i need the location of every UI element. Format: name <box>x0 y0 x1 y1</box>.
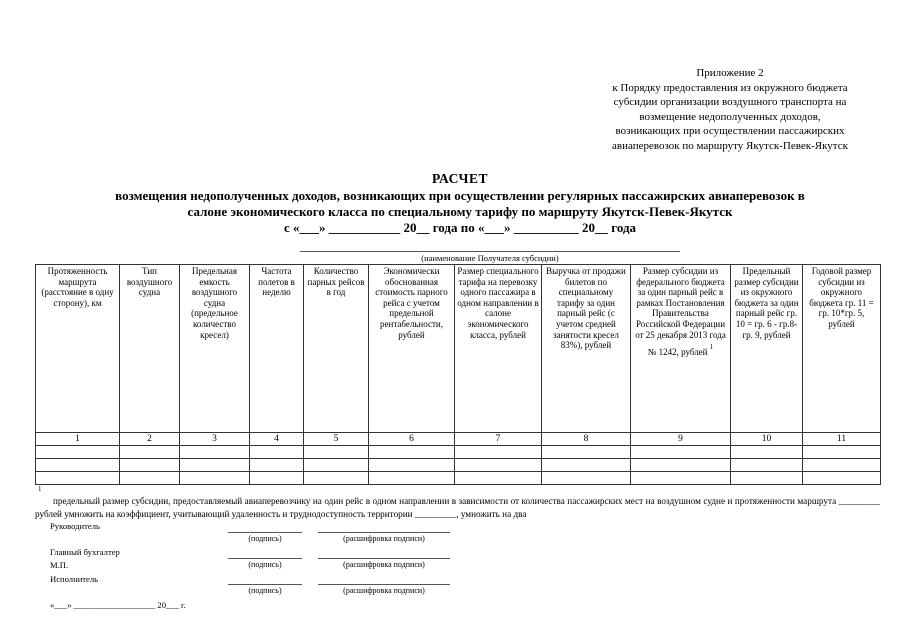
footnote-ref: 1 <box>709 343 714 352</box>
table-cell[interactable] <box>455 459 542 472</box>
table-cell[interactable] <box>250 459 304 472</box>
accountant-decoding-line[interactable] <box>318 558 450 559</box>
table-cell[interactable] <box>180 446 250 459</box>
date-line: «___» ___________________ 20___ г. <box>50 600 186 610</box>
header-cell: Тип воздушного судна <box>120 265 180 433</box>
title-line-2: салоне экономического класса по специальному тарифу по маршруту Якутск-Певек-Якутск <box>187 204 733 219</box>
table-cell[interactable] <box>36 472 120 485</box>
column-number: 3 <box>180 433 250 446</box>
header-cell: Частота полетов в неделю <box>250 265 304 433</box>
appendix-line: возникающих при осуществлении пассажирских <box>615 125 845 138</box>
column-number: 11 <box>803 433 881 446</box>
table-cell[interactable] <box>250 472 304 485</box>
header-cell: Экономически обоснованная стоимость парного рейса с учетом предельной рентабельности, рублей <box>369 265 455 433</box>
table-cell[interactable] <box>369 446 455 459</box>
table-cell[interactable] <box>631 459 731 472</box>
header-cell: Выручка от продажи билетов по специальному тарифу за один парный рейс (с учетом средней занятости кресел 83%), рублей <box>542 265 631 433</box>
column-number: 10 <box>731 433 803 446</box>
table-cell[interactable] <box>120 446 180 459</box>
stamp-label: М.П. <box>50 560 69 570</box>
header-cell-9 <box>631 265 731 433</box>
decoding-caption: (расшифровка подписи) <box>343 560 425 569</box>
appendix-line: к Порядку предоставления из окружного бюджета <box>612 81 848 94</box>
recipient-name-line <box>300 251 680 252</box>
table-cell[interactable] <box>803 446 881 459</box>
table-cell[interactable] <box>180 472 250 485</box>
column-number: 6 <box>369 433 455 446</box>
table-cell[interactable] <box>731 459 803 472</box>
title-heading: РАСЧЕТ <box>432 171 488 186</box>
executor-signature-line[interactable] <box>228 584 302 585</box>
table-cell[interactable] <box>455 446 542 459</box>
column-number-row <box>36 433 881 446</box>
table-cell[interactable] <box>455 472 542 485</box>
table-cell[interactable] <box>36 459 120 472</box>
column-number: 4 <box>250 433 304 446</box>
table-cell[interactable] <box>304 459 369 472</box>
column-number: 7 <box>455 433 542 446</box>
calculation-table <box>35 264 881 485</box>
table-cell[interactable] <box>731 446 803 459</box>
accountant-label: Главный бухгалтер <box>50 547 120 557</box>
table-cell[interactable] <box>803 459 881 472</box>
table-cell[interactable] <box>120 472 180 485</box>
footnote-mark: 1 <box>38 485 42 493</box>
table-row <box>36 472 881 485</box>
appendix-line: Приложение 2 <box>696 67 764 79</box>
header-cell-tail-text: № 1242, рублей <box>647 347 708 358</box>
signature-caption: (подпись) <box>248 534 282 543</box>
header-cell: Предельная емкость воздушного судна (предельное количество кресел) <box>180 265 250 433</box>
executor-decoding-line[interactable] <box>318 584 450 585</box>
table-cell[interactable] <box>542 472 631 485</box>
column-number: 5 <box>304 433 369 446</box>
appendix-line: субсидии организации воздушного транспорта на <box>613 96 847 109</box>
document-title <box>30 171 890 236</box>
appendix-line: возмещение недополученных доходов, <box>639 110 821 123</box>
column-number: 9 <box>631 433 731 446</box>
header-cell-tail <box>633 342 728 358</box>
table-cell[interactable] <box>304 472 369 485</box>
accountant-signature-line[interactable] <box>228 558 302 559</box>
signature-caption: (подпись) <box>248 586 282 595</box>
header-cell: Предельный размер субсидии из окружного бюджета за один парный рейс гр. 10 = гр. 6 - гр.8- гр. 9, рублей <box>731 265 803 433</box>
header-cell: Количество парных рейсов в год <box>304 265 369 433</box>
table-header-row <box>36 265 881 433</box>
table-row <box>36 446 881 459</box>
header-cell-text: Размер субсидии из федерального бюджета за один парный рейс в рамках Постановления Правительства Российской Федерации от 25 декабря 2013 года <box>635 266 726 340</box>
footnote-text: предельный размер субсидии, предоставляемый авиаперевозчику на один рейс в одном направлении в зависимости от количества пассажирских мест на воздушном судне и протяженности маршрута _________ рублей умножить на коэффициент, учитывающий удаленность и труднодоступность территории _________, умножить на два <box>35 496 880 519</box>
signature-caption: (подпись) <box>248 560 282 569</box>
table-cell[interactable] <box>369 472 455 485</box>
decoding-caption: (расшифровка подписи) <box>343 586 425 595</box>
table-row <box>36 459 881 472</box>
title-line-1: возмещения недополученных доходов, возникающих при осуществлении регулярных пассажирских авиаперевозок в <box>115 188 805 203</box>
table-cell[interactable] <box>803 472 881 485</box>
table-cell[interactable] <box>631 446 731 459</box>
appendix-line: авиаперевозок по маршруту Якутск-Певек-Якутск <box>612 139 848 152</box>
table-cell[interactable] <box>542 446 631 459</box>
header-cell: Годовой размер субсидии из окружного бюджета гр. 11 = гр. 10*гр. 5, рублей <box>803 265 881 433</box>
table-cell[interactable] <box>120 459 180 472</box>
header-cell: Размер специального тарифа на перевозку одного пассажира в одном направлении в салоне экономического класса, рублей <box>455 265 542 433</box>
column-number: 8 <box>542 433 631 446</box>
table-cell[interactable] <box>542 459 631 472</box>
table-cell[interactable] <box>631 472 731 485</box>
head-decoding-line[interactable] <box>318 532 450 533</box>
executor-label: Исполнитель <box>50 574 99 584</box>
table-cell[interactable] <box>369 459 455 472</box>
table-cell[interactable] <box>304 446 369 459</box>
table-cell[interactable] <box>731 472 803 485</box>
header-cell: Протяженность маршрута (расстояние в одну сторону), км <box>36 265 120 433</box>
column-number: 1 <box>36 433 120 446</box>
decoding-caption: (расшифровка подписи) <box>343 534 425 543</box>
table-cell[interactable] <box>250 446 304 459</box>
table-cell[interactable] <box>36 446 120 459</box>
recipient-label: (наименование Получателя субсидии) <box>421 253 559 263</box>
head-signature-line[interactable] <box>228 532 302 533</box>
appendix-heading <box>560 66 900 154</box>
table-cell[interactable] <box>180 459 250 472</box>
column-number: 2 <box>120 433 180 446</box>
head-label: Руководитель <box>50 521 100 531</box>
title-period: с «___» ___________ 20__ года по «___» __________ 20__ года <box>283 220 637 235</box>
